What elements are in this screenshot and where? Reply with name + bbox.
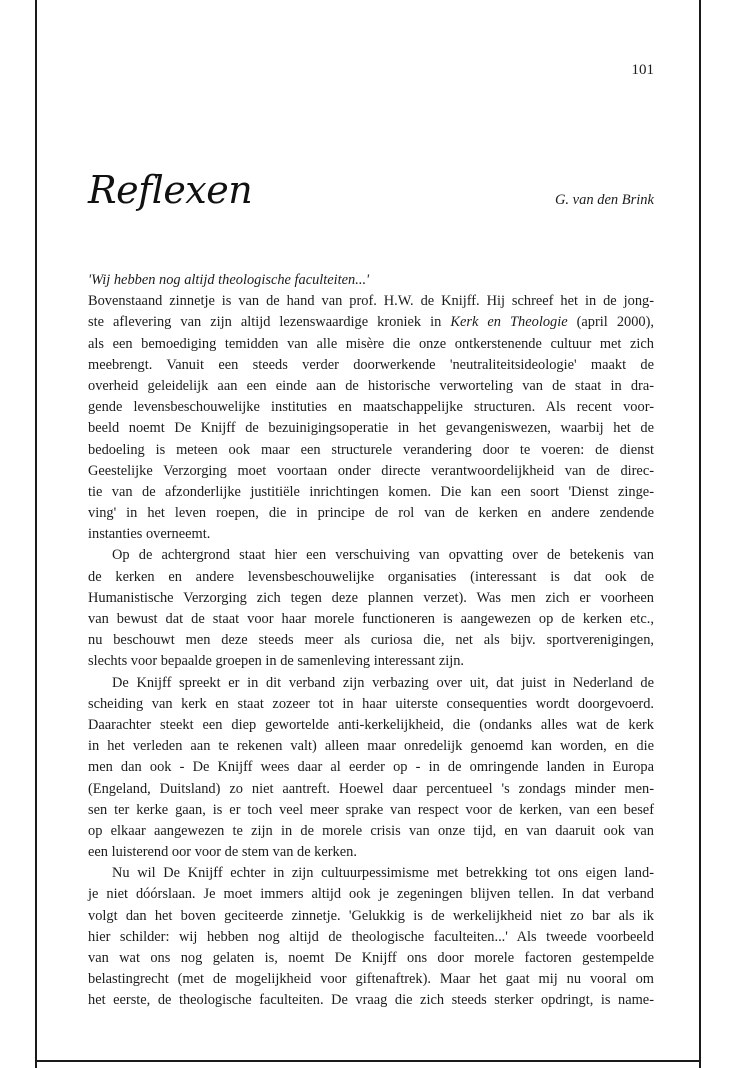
text-line: meebrengt. Vanuit een steeds verder doorwerkende 'neutraliteitsideologie' maakt de [88,356,654,373]
text-line: het eerste, de theologische faculteiten. De vraag die zich steeds sterker opdringt, is name- [88,992,654,1009]
paragraph-4 [88,863,654,1011]
text-line: De Knijff spreekt er in dit verband zijn verbazing over uit, dat juist in Nederland de [112,674,654,691]
text-line: Geestelijke Verzorging moet voortaan onder directe verantwoordelijkheid van de direc- [88,462,654,479]
text-line: gende levensbeschouwelijke instituties en maatschappelijke structuren. Als recent voor- [88,399,654,416]
text-line: de kerken en andere levensbeschouwelijke organisaties (interessant is dat ook de [88,568,654,585]
page-left-rule [35,0,37,1068]
text-line: volgt dan het boven geciteerde zinnetje. 'Gelukkig is de werkelijkheid niet zo bar als ik [88,907,654,924]
journal-title: Kerk en Theologie [450,314,568,331]
text-line: overheid geleidelijk aan een einde aan de historische verworteling van de staat in dra- [88,377,654,394]
article-author: G. van den Brink [554,192,654,208]
text-line: Op de achtergrond staat hier een verschuiving van opvatting over de betekenis van [112,547,654,564]
text-line: hier schilder: wij hebben nog altijd de theologische faculteiten...' Als tweede voorbeeld [88,928,654,945]
text-line: slechts voor bepaalde groepen in de samenleving interessant zijn. [88,653,465,670]
text-line: in het verleden aan te rekenen valt) alleen maar onredelijk genoemd kan worden, en die [88,738,654,755]
text-line: sen ter kerke gaan, is er toch veel meer sprake van respect voor de kerken, van een besef [88,801,654,818]
text-line: een luisterend oor voor de stem van de kerken. [88,844,357,861]
text-line: je niet dóórslaan. Je moet immers altijd ook je zegeningen blijven tellen. In dat verband [88,886,654,903]
text-line: ving' in het leven roepen, die in principe de rol van de kerken en andere zendende [88,505,654,522]
text-line: als een bemoediging temidden van alle misère die onze ontkerstenende cultuur met zich [88,335,654,352]
text-line: van bewust dat de staat voor haar morele functioneren is aangewezen op de kerken etc., [88,611,654,627]
epigraph-quote: 'Wij hebben nog altijd theologische faculteiten...' [88,272,370,288]
article-body [88,270,654,1012]
text-line: men dan ook - De Knijff wees daar al eerder op - in de omringende landen in Europa [88,759,654,776]
text-line: Nu wil De Knijff echter in zijn cultuurpessimisme met betrekking tot ons eigen land- [112,865,654,882]
text-line: instanties overneemt. [88,526,211,543]
paragraph-2 [88,545,654,672]
text-line: (Engeland, Duitsland) zo niet aantreft. Hoewel daar percentueel 's zondags minder men- [88,780,654,797]
text-line: ste aflevering van zijn altijd lezenswaardige kroniek in Kerk en Theologie (april 2000), [88,314,655,331]
paragraph-1 [88,291,654,545]
page-right-rule [699,0,701,1068]
text-line: beeld noemt De Knijff de bezuinigingsoperatie in het gevangeniswezen, waarbij het de [88,420,654,437]
paragraph-3 [88,673,654,864]
page-bottom-rule [35,1060,701,1062]
page-number: 101 [631,62,654,78]
text-line: belastingrecht (met de mogelijkheid voor giftenaftrek). Maar het gaat mij nu vooral om [88,971,654,988]
text-line: tie van de afzonderlijke justitiële inrichtingen komen. Die kan een soort 'Dienst zinge- [88,483,654,500]
text-line: op elkaar aangewezen te zijn in de morele crisis van onze tijd, en van daaruit ook van [88,822,654,839]
text-line: Bovenstaand zinnetje is van de hand van prof. H.W. de Knijff. Hij schreef het in de jong- [88,293,654,310]
text-line: nu beschouwt men deze steeds meer als curiosa die, net als bijv. sportverenigingen, [88,632,654,649]
text-line: Daarachter steekt een diep gewortelde anti-kerkelijkheid, die (ondanks alles wat de kerk [88,716,654,733]
text-line: scheiding van kerk en staat zozeer tot in haar uiterste consequenties wordt doorgevoerd. [88,695,654,712]
article-title: Reflexen [88,168,253,212]
text-line: bedoeling is meteen ook maar een structurele verandering door te voeren: de dienst [88,441,654,458]
text-line: Humanistische Verzorging zich tegen deze plannen verzet). Was men zich er voorheen [88,589,654,606]
text-line: van wat ons nog gelaten is, noemt De Knijff ons door morele factoren gestempelde [88,950,654,966]
